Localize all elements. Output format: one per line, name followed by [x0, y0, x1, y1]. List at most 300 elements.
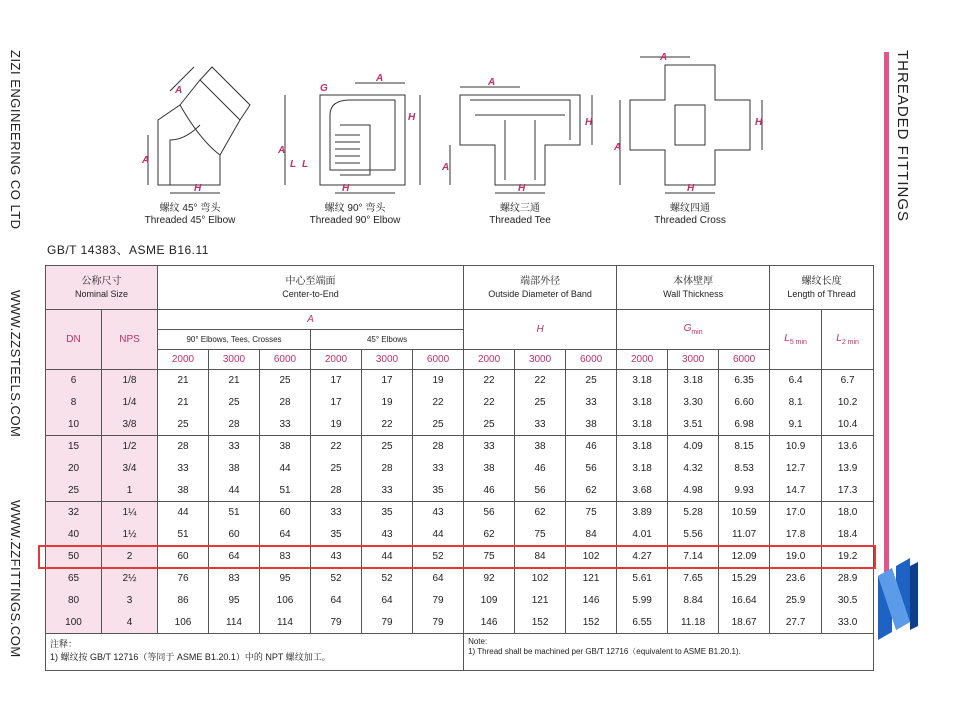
label-a-cross-side: A — [614, 142, 622, 153]
value-cell: 4.32 — [668, 458, 719, 480]
value-cell: 11.18 — [668, 612, 719, 634]
value-cell: 25 — [311, 458, 362, 480]
dn-cell: 50 — [46, 546, 102, 568]
value-cell: 44 — [362, 546, 413, 568]
value-cell: 64 — [362, 590, 413, 612]
notes-cn-text: 1) 螺纹按 GB/T 12716（等同于 ASME B1.20.1）中的 NPT 螺纹加工。 — [50, 652, 331, 662]
value-cell: 6.4 — [770, 370, 822, 392]
value-cell: 19.0 — [770, 546, 822, 568]
dn-cell: 8 — [46, 392, 102, 414]
value-cell: 44 — [260, 458, 311, 480]
value-cell: 6.55 — [617, 612, 668, 634]
value-cell: 75 — [464, 546, 515, 568]
value-cell: 33 — [209, 436, 260, 458]
value-cell: 146 — [566, 590, 617, 612]
value-cell: 11.07 — [719, 524, 770, 546]
symbol-row — [46, 310, 874, 330]
value-cell: 3.89 — [617, 502, 668, 524]
value-cell: 6.60 — [719, 392, 770, 414]
table-row — [46, 392, 874, 414]
nps-cell: 2½ — [102, 568, 158, 590]
value-cell: 146 — [464, 612, 515, 634]
value-cell: 9.93 — [719, 480, 770, 502]
label-h-45: H — [194, 183, 202, 194]
value-cell: 79 — [311, 612, 362, 634]
value-cell: 10.2 — [822, 392, 874, 414]
value-cell: 28 — [311, 480, 362, 502]
caption-cn: 螺纹三通 — [500, 203, 540, 214]
value-cell: 35 — [413, 480, 464, 502]
value-cell: 38 — [260, 436, 311, 458]
value-cell: 6.35 — [719, 370, 770, 392]
tee-drawing — [450, 87, 592, 193]
fitting-diagrams — [130, 45, 810, 235]
value-cell: 28.9 — [822, 568, 874, 590]
value-cell: 62 — [566, 480, 617, 502]
l5-subscript: 5 min — [789, 339, 807, 346]
value-cell: 9.1 — [770, 414, 822, 436]
label-h-90-side: H — [408, 112, 416, 123]
value-cell: 30.5 — [822, 590, 874, 612]
value-cell: 33 — [515, 414, 566, 436]
value-cell: 19 — [311, 414, 362, 436]
value-cell: 4.01 — [617, 524, 668, 546]
value-cell: 33.0 — [822, 612, 874, 634]
nps-cell: 3/4 — [102, 458, 158, 480]
value-cell: 52 — [311, 568, 362, 590]
value-cell: 114 — [209, 612, 260, 634]
value-cell: 35 — [362, 502, 413, 524]
value-cell: 22 — [413, 392, 464, 414]
label-a-90: A — [376, 73, 384, 84]
class-cell: 6000 — [413, 350, 464, 370]
value-cell: 60 — [158, 546, 209, 568]
class-cell: 6000 — [260, 350, 311, 370]
class-cell: 2000 — [617, 350, 668, 370]
value-cell: 25 — [515, 392, 566, 414]
value-cell: 84 — [566, 524, 617, 546]
table-row — [46, 480, 874, 502]
caption-cn: 螺纹 90° 弯头 — [324, 203, 386, 214]
class-cell: 2000 — [158, 350, 209, 370]
value-cell: 18.4 — [822, 524, 874, 546]
nps-cell: 1¼ — [102, 502, 158, 524]
dn-cell: 100 — [46, 612, 102, 634]
value-cell: 109 — [464, 590, 515, 612]
value-cell: 64 — [209, 546, 260, 568]
value-cell: 3.51 — [668, 414, 719, 436]
value-cell: 76 — [158, 568, 209, 590]
table-row — [46, 524, 874, 546]
value-cell: 17 — [311, 392, 362, 414]
value-cell: 8.53 — [719, 458, 770, 480]
dn-cell: 32 — [46, 502, 102, 524]
value-cell: 43 — [413, 502, 464, 524]
value-cell: 6.7 — [822, 370, 874, 392]
a-symbol: A — [158, 310, 464, 330]
c2e-cn: 中心至端面 — [285, 275, 336, 287]
nps-cell: 3/8 — [102, 414, 158, 436]
value-cell: 22 — [311, 436, 362, 458]
table-body — [46, 370, 874, 634]
l5-letter: L — [784, 333, 790, 344]
table-row — [46, 370, 874, 392]
nps-cell: 1½ — [102, 524, 158, 546]
dn-cell: 6 — [46, 370, 102, 392]
caption-en: Threaded Tee — [489, 215, 551, 226]
value-cell: 56 — [515, 480, 566, 502]
value-cell: 28 — [260, 392, 311, 414]
value-cell: 8.84 — [668, 590, 719, 612]
value-cell: 33 — [260, 414, 311, 436]
value-cell: 13.9 — [822, 458, 874, 480]
notes-cn — [46, 634, 464, 671]
value-cell: 114 — [260, 612, 311, 634]
value-cell: 95 — [260, 568, 311, 590]
nps-cell: 3 — [102, 590, 158, 612]
value-cell: 121 — [515, 590, 566, 612]
website-fittings: WWW.ZZFITTINGS.COM — [8, 500, 23, 658]
label-a-45: A — [175, 85, 183, 96]
dn-cell: 15 — [46, 436, 102, 458]
value-cell: 43 — [362, 524, 413, 546]
table-row — [46, 612, 874, 634]
value-cell: 22 — [515, 370, 566, 392]
label-h-90: H — [342, 183, 350, 194]
value-cell: 33 — [413, 458, 464, 480]
value-cell: 8.15 — [719, 436, 770, 458]
value-cell: 19 — [362, 392, 413, 414]
label-a-tee: A — [488, 77, 496, 88]
value-cell: 51 — [209, 502, 260, 524]
caption-tee — [460, 203, 580, 227]
value-cell: 64 — [260, 524, 311, 546]
value-cell: 28 — [158, 436, 209, 458]
l2-subscript: 2 min — [841, 339, 859, 346]
value-cell: 3.30 — [668, 392, 719, 414]
value-cell: 75 — [515, 524, 566, 546]
value-cell: 79 — [413, 590, 464, 612]
brand-logo — [872, 556, 922, 644]
value-cell: 51 — [260, 480, 311, 502]
value-cell: 33 — [158, 458, 209, 480]
caption-en: Threaded Cross — [654, 215, 726, 226]
value-cell: 3.18 — [617, 414, 668, 436]
dn-cell: 40 — [46, 524, 102, 546]
value-cell: 18.0 — [822, 502, 874, 524]
value-cell: 10.59 — [719, 502, 770, 524]
value-cell: 52 — [413, 546, 464, 568]
value-cell: 25 — [413, 414, 464, 436]
dn-cell: 10 — [46, 414, 102, 436]
value-cell: 46 — [464, 480, 515, 502]
value-cell: 44 — [413, 524, 464, 546]
notes-en — [464, 634, 874, 671]
value-cell: 28 — [209, 414, 260, 436]
value-cell: 21 — [158, 370, 209, 392]
a45-header: 45° Elbows — [311, 330, 464, 350]
value-cell: 19.2 — [822, 546, 874, 568]
company-name: ZIZI ENGINEERING CO LTD — [8, 50, 23, 230]
value-cell: 19 — [413, 370, 464, 392]
class-cell: 3000 — [209, 350, 260, 370]
value-cell: 21 — [209, 370, 260, 392]
g-letter: G — [683, 323, 692, 334]
caption-elbow-45 — [130, 203, 250, 227]
value-cell: 62 — [464, 524, 515, 546]
value-cell: 121 — [566, 568, 617, 590]
dn-cell: 65 — [46, 568, 102, 590]
caption-cross — [630, 203, 750, 227]
notes-en-text: 1) Thread shall be machined per GB/T 12716（equivalent to ASME B1.20.1). — [468, 647, 741, 656]
value-cell: 7.65 — [668, 568, 719, 590]
value-cell: 10.9 — [770, 436, 822, 458]
value-cell: 3.18 — [617, 370, 668, 392]
value-cell: 28 — [362, 458, 413, 480]
value-cell: 25 — [260, 370, 311, 392]
value-cell: 18.67 — [719, 612, 770, 634]
accent-bar — [884, 52, 889, 572]
value-cell: 64 — [311, 590, 362, 612]
a90-header: 90° Elbows, Tees, Crosses — [158, 330, 311, 350]
nps-cell: 1/4 — [102, 392, 158, 414]
class-cell: 6000 — [566, 350, 617, 370]
label-l5: L — [302, 159, 309, 170]
caption-cn: 螺纹 45° 弯头 — [159, 203, 221, 214]
wall-thickness-header — [617, 266, 770, 310]
elbow-90-drawing — [285, 83, 420, 193]
wt-en: Wall Thickness — [663, 288, 724, 299]
value-cell: 12.7 — [770, 458, 822, 480]
value-cell: 3.18 — [668, 370, 719, 392]
value-cell: 5.56 — [668, 524, 719, 546]
value-cell: 10.4 — [822, 414, 874, 436]
value-cell: 38 — [464, 458, 515, 480]
g-subscript: min — [691, 329, 703, 336]
c2e-en: Center-to-End — [282, 288, 339, 299]
value-cell: 7.14 — [668, 546, 719, 568]
elbow-45-drawing — [148, 67, 250, 193]
od-en: Outside Diameter of Band — [488, 288, 592, 299]
value-cell: 21 — [158, 392, 209, 414]
value-cell: 56 — [566, 458, 617, 480]
label-h-tee-side: H — [585, 117, 593, 128]
lt-cn: 螺纹长度 — [801, 275, 842, 287]
class-cell: 2000 — [311, 350, 362, 370]
value-cell: 4.27 — [617, 546, 668, 568]
value-cell: 46 — [515, 458, 566, 480]
value-cell: 75 — [566, 502, 617, 524]
value-cell: 92 — [464, 568, 515, 590]
nps-cell: 4 — [102, 612, 158, 634]
value-cell: 83 — [209, 568, 260, 590]
caption-elbow-90 — [295, 203, 415, 227]
value-cell: 17.3 — [822, 480, 874, 502]
value-cell: 62 — [515, 502, 566, 524]
l2-letter: L — [836, 333, 842, 344]
nominal-en: Nominal Size — [74, 288, 129, 299]
value-cell: 79 — [362, 612, 413, 634]
value-cell: 38 — [515, 436, 566, 458]
center-to-end-header — [158, 266, 464, 310]
value-cell: 3.18 — [617, 392, 668, 414]
value-cell: 52 — [362, 568, 413, 590]
label-h-cross: H — [687, 183, 695, 194]
thread-length-header — [770, 266, 874, 310]
value-cell: 64 — [413, 568, 464, 590]
value-cell: 106 — [260, 590, 311, 612]
l2-symbol — [822, 310, 874, 370]
label-a-cross: A — [660, 52, 668, 63]
value-cell: 5.28 — [668, 502, 719, 524]
value-cell: 25 — [566, 370, 617, 392]
value-cell: 15.29 — [719, 568, 770, 590]
label-g-90: G — [320, 83, 328, 94]
header-row — [46, 266, 874, 310]
label-h-cross-side: H — [755, 117, 763, 128]
table-row — [46, 590, 874, 612]
value-cell: 16.64 — [719, 590, 770, 612]
l5-symbol — [770, 310, 822, 370]
value-cell: 79 — [413, 612, 464, 634]
value-cell: 33 — [362, 480, 413, 502]
value-cell: 17.0 — [770, 502, 822, 524]
class-cell: 6000 — [719, 350, 770, 370]
table-row — [46, 436, 874, 458]
value-cell: 102 — [566, 546, 617, 568]
wt-cn: 本体壁厚 — [673, 275, 714, 287]
value-cell: 38 — [158, 480, 209, 502]
value-cell: 28 — [413, 436, 464, 458]
value-cell: 56 — [464, 502, 515, 524]
value-cell: 33 — [566, 392, 617, 414]
value-cell: 4.09 — [668, 436, 719, 458]
value-cell: 25 — [209, 392, 260, 414]
value-cell: 86 — [158, 590, 209, 612]
value-cell: 83 — [260, 546, 311, 568]
label-a-tee-side: A — [442, 162, 450, 173]
website-steels: WWW.ZZSTEELS.COM — [8, 290, 23, 438]
label-a-45-side: A — [142, 155, 150, 166]
value-cell: 84 — [515, 546, 566, 568]
h-symbol: H — [464, 310, 617, 350]
value-cell: 25 — [158, 414, 209, 436]
standard-label: GB/T 14383、ASME B16.11 — [47, 243, 209, 257]
dn-header: DN — [46, 310, 102, 370]
value-cell: 17.8 — [770, 524, 822, 546]
value-cell: 25 — [362, 436, 413, 458]
label-h-tee: H — [518, 183, 526, 194]
spec-table — [45, 265, 874, 671]
value-cell: 23.6 — [770, 568, 822, 590]
nps-cell: 1 — [102, 480, 158, 502]
value-cell: 152 — [515, 612, 566, 634]
value-cell: 25.9 — [770, 590, 822, 612]
class-cell: 3000 — [668, 350, 719, 370]
value-cell: 4.98 — [668, 480, 719, 502]
nps-cell: 2 — [102, 546, 158, 568]
nps-cell: 1/8 — [102, 370, 158, 392]
g-symbol — [617, 310, 770, 350]
nominal-cn: 公称尺寸 — [81, 275, 122, 287]
value-cell: 102 — [515, 568, 566, 590]
page-title: THREADED FITTINGS — [894, 50, 911, 223]
class-row — [46, 350, 874, 370]
value-cell: 6.98 — [719, 414, 770, 436]
value-cell: 17 — [311, 370, 362, 392]
value-cell: 27.7 — [770, 612, 822, 634]
notes-en-title: Note: — [468, 637, 488, 646]
value-cell: 22 — [362, 414, 413, 436]
class-cell: 2000 — [464, 350, 515, 370]
lt-en: Length of Thread — [787, 288, 856, 299]
value-cell: 35 — [311, 524, 362, 546]
label-l2: L — [290, 159, 297, 170]
value-cell: 17 — [362, 370, 413, 392]
nominal-size-header — [46, 266, 158, 310]
value-cell: 22 — [464, 392, 515, 414]
value-cell: 46 — [566, 436, 617, 458]
label-a-90-side: A — [278, 145, 286, 156]
notes-row — [46, 634, 874, 671]
value-cell: 3.18 — [617, 458, 668, 480]
caption-en: Threaded 45° Elbow — [144, 215, 236, 226]
value-cell: 14.7 — [770, 480, 822, 502]
value-cell: 60 — [260, 502, 311, 524]
value-cell: 3.18 — [617, 436, 668, 458]
value-cell: 38 — [209, 458, 260, 480]
dn-cell: 20 — [46, 458, 102, 480]
class-cell: 3000 — [515, 350, 566, 370]
value-cell: 22 — [464, 370, 515, 392]
value-cell: 106 — [158, 612, 209, 634]
value-cell: 5.99 — [617, 590, 668, 612]
nps-cell: 1/2 — [102, 436, 158, 458]
nps-header: NPS — [102, 310, 158, 370]
value-cell: 3.68 — [617, 480, 668, 502]
table-row — [46, 458, 874, 480]
value-cell: 8.1 — [770, 392, 822, 414]
value-cell: 44 — [209, 480, 260, 502]
value-cell: 5.61 — [617, 568, 668, 590]
od-cn: 端部外径 — [520, 275, 561, 287]
value-cell: 60 — [209, 524, 260, 546]
value-cell: 51 — [158, 524, 209, 546]
logo-icon — [872, 556, 922, 644]
value-cell: 25 — [464, 414, 515, 436]
dn-cell: 80 — [46, 590, 102, 612]
table-row — [46, 502, 874, 524]
value-cell: 38 — [566, 414, 617, 436]
value-cell: 43 — [311, 546, 362, 568]
highlight-row-frame — [38, 545, 876, 569]
outside-diameter-header — [464, 266, 617, 310]
value-cell: 33 — [311, 502, 362, 524]
value-cell: 13.6 — [822, 436, 874, 458]
cross-drawing — [620, 57, 762, 193]
dn-cell: 25 — [46, 480, 102, 502]
notes-cn-title: 注释： — [50, 639, 78, 649]
caption-en: Threaded 90° Elbow — [309, 215, 401, 226]
value-cell: 33 — [464, 436, 515, 458]
table-row — [46, 568, 874, 590]
class-cell: 3000 — [362, 350, 413, 370]
caption-cn: 螺纹四通 — [670, 203, 710, 214]
value-cell: 152 — [566, 612, 617, 634]
table-row — [46, 414, 874, 436]
value-cell: 12.09 — [719, 546, 770, 568]
value-cell: 95 — [209, 590, 260, 612]
